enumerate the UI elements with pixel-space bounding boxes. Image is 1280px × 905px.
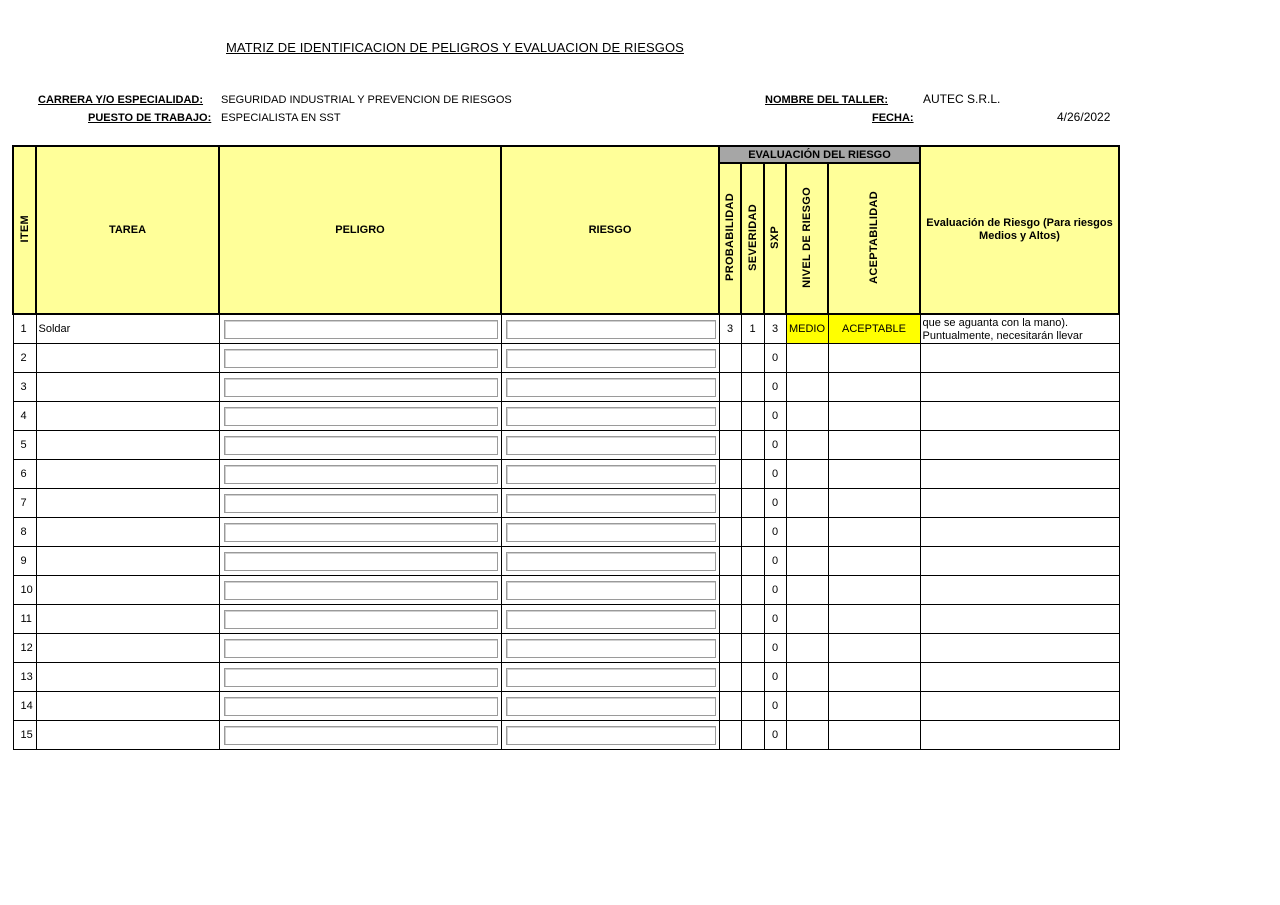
probabilidad-cell[interactable]: 3 <box>719 314 741 344</box>
riesgo-cell[interactable] <box>501 344 719 373</box>
evaluacion-cell[interactable] <box>920 460 1119 489</box>
riesgo-input-box[interactable] <box>506 436 716 455</box>
sxp-cell: 0 <box>764 489 786 518</box>
riesgo-input-box[interactable] <box>506 523 716 542</box>
item-cell: 2 <box>13 344 36 373</box>
riesgo-input-box[interactable] <box>506 552 716 571</box>
probabilidad-cell[interactable] <box>719 402 741 431</box>
peligro-input-box[interactable] <box>224 552 498 571</box>
peligro-input-box[interactable] <box>224 581 498 600</box>
sxp-cell: 0 <box>764 547 786 576</box>
evaluacion-cell[interactable] <box>920 373 1119 402</box>
aceptabilidad-cell <box>828 663 920 692</box>
sxp-cell: 0 <box>764 344 786 373</box>
peligro-cell[interactable] <box>219 518 501 547</box>
evaluacion-cell[interactable] <box>920 721 1119 750</box>
evaluacion-cell[interactable] <box>920 576 1119 605</box>
riesgo-cell[interactable] <box>501 373 719 402</box>
riesgo-cell[interactable] <box>501 692 719 721</box>
riesgo-input-box[interactable] <box>506 668 716 687</box>
item-cell: 3 <box>13 373 36 402</box>
probabilidad-cell[interactable] <box>719 663 741 692</box>
riesgo-cell[interactable] <box>501 518 719 547</box>
severidad-cell[interactable] <box>741 663 764 692</box>
nivel-riesgo-cell <box>786 605 828 634</box>
probabilidad-cell[interactable] <box>719 489 741 518</box>
probabilidad-cell[interactable] <box>719 605 741 634</box>
peligro-input-box[interactable] <box>224 407 498 426</box>
nivel-riesgo-cell <box>786 431 828 460</box>
riesgo-cell[interactable] <box>501 605 719 634</box>
aceptabilidad-cell <box>828 431 920 460</box>
table-row <box>13 460 1119 489</box>
aceptabilidad-cell <box>828 634 920 663</box>
item-cell: 9 <box>13 547 36 576</box>
probabilidad-cell[interactable] <box>719 431 741 460</box>
severidad-cell[interactable] <box>741 721 764 750</box>
riesgo-input-box[interactable] <box>506 320 716 339</box>
header-evaluacion-del-riesgo: EVALUACIÓN DEL RIESGO <box>719 146 920 163</box>
nivel-riesgo-cell <box>786 547 828 576</box>
table-row <box>13 431 1119 460</box>
severidad-cell[interactable] <box>741 373 764 402</box>
probabilidad-cell[interactable] <box>719 721 741 750</box>
taller-label: NOMBRE DEL TALLER: <box>765 94 889 106</box>
puesto-value: ESPECIALISTA EN SST <box>221 112 341 124</box>
aceptabilidad-cell <box>828 402 920 431</box>
table-row <box>13 605 1119 634</box>
table-row <box>13 402 1119 431</box>
tarea-cell[interactable] <box>36 344 219 373</box>
header-probabilidad: PROBABILIDAD <box>719 163 741 314</box>
table-row <box>13 634 1119 663</box>
item-cell: 8 <box>13 518 36 547</box>
peligro-input-box[interactable] <box>224 465 498 484</box>
severidad-cell[interactable] <box>741 344 764 373</box>
aceptabilidad-cell <box>828 489 920 518</box>
peligro-cell[interactable] <box>219 547 501 576</box>
nivel-riesgo-cell <box>786 721 828 750</box>
item-cell: 7 <box>13 489 36 518</box>
nivel-riesgo-cell <box>786 576 828 605</box>
peligro-input-box[interactable] <box>224 610 498 629</box>
riesgo-input-box[interactable] <box>506 610 716 629</box>
evaluacion-cell[interactable] <box>920 431 1119 460</box>
peligro-cell[interactable] <box>219 721 501 750</box>
item-cell: 12 <box>13 634 36 663</box>
header-peligro: PELIGRO <box>219 146 501 314</box>
evaluacion-cell[interactable] <box>920 402 1119 431</box>
header-evaluacion-de-riesgo: Evaluación de Riesgo (Para riesgos Medios y Altos) <box>920 146 1119 314</box>
probabilidad-cell[interactable] <box>719 344 741 373</box>
evaluacion-cell[interactable] <box>920 547 1119 576</box>
riesgo-input-box[interactable] <box>506 378 716 397</box>
peligro-input-box[interactable] <box>224 726 498 745</box>
sxp-cell: 0 <box>764 576 786 605</box>
riesgo-input-box[interactable] <box>506 407 716 426</box>
tarea-cell[interactable] <box>36 518 219 547</box>
peligro-cell[interactable] <box>219 402 501 431</box>
probabilidad-cell[interactable] <box>719 634 741 663</box>
nivel-riesgo-cell <box>786 344 828 373</box>
header-aceptabilidad: ACEPTABILIDAD <box>828 163 920 314</box>
aceptabilidad-cell <box>828 344 920 373</box>
peligro-cell[interactable] <box>219 576 501 605</box>
document-title: MATRIZ DE IDENTIFICACION DE PELIGROS Y EVALUACION DE RIESGOS <box>226 40 684 55</box>
item-cell: 1 <box>13 314 36 344</box>
probabilidad-cell[interactable] <box>719 576 741 605</box>
table-row <box>13 663 1119 692</box>
peligro-cell[interactable] <box>219 692 501 721</box>
severidad-cell[interactable] <box>741 605 764 634</box>
evaluacion-cell[interactable] <box>920 605 1119 634</box>
severidad-cell[interactable]: 1 <box>741 314 764 344</box>
riesgo-input-box[interactable] <box>506 726 716 745</box>
severidad-cell[interactable] <box>741 518 764 547</box>
riesgo-input-box[interactable] <box>506 581 716 600</box>
aceptabilidad-cell <box>828 692 920 721</box>
evaluacion-cell[interactable] <box>920 692 1119 721</box>
header-tarea: TAREA <box>36 146 219 314</box>
evaluacion-cell[interactable] <box>920 634 1119 663</box>
riesgo-cell[interactable] <box>501 663 719 692</box>
header-sxp: SXP <box>764 163 786 314</box>
aceptabilidad-cell <box>828 460 920 489</box>
item-cell: 10 <box>13 576 36 605</box>
peligro-input-box[interactable] <box>224 639 498 658</box>
sxp-cell: 0 <box>764 692 786 721</box>
sxp-cell: 0 <box>764 460 786 489</box>
risk-matrix-table <box>12 145 1120 750</box>
aceptabilidad-cell <box>828 547 920 576</box>
tarea-cell[interactable] <box>36 634 219 663</box>
peligro-input-box[interactable] <box>224 523 498 542</box>
severidad-cell[interactable] <box>741 692 764 721</box>
tarea-cell[interactable] <box>36 576 219 605</box>
sxp-cell: 0 <box>764 605 786 634</box>
header-nivel-de-riesgo: NIVEL DE RIESGO <box>786 163 828 314</box>
peligro-cell[interactable] <box>219 373 501 402</box>
header-riesgo: RIESGO <box>501 146 719 314</box>
carrera-value: SEGURIDAD INDUSTRIAL Y PREVENCION DE RIESGOS <box>221 94 512 106</box>
severidad-cell[interactable] <box>741 576 764 605</box>
nivel-riesgo-cell <box>786 634 828 663</box>
sxp-cell: 0 <box>764 373 786 402</box>
header-severidad: SEVERIDAD <box>741 163 764 314</box>
aceptabilidad-cell <box>828 518 920 547</box>
item-cell: 4 <box>13 402 36 431</box>
aceptabilidad-cell <box>828 605 920 634</box>
severidad-cell[interactable] <box>741 489 764 518</box>
riesgo-cell[interactable] <box>501 547 719 576</box>
probabilidad-cell[interactable] <box>719 460 741 489</box>
aceptabilidad-cell <box>828 373 920 402</box>
nivel-riesgo-cell <box>786 373 828 402</box>
probabilidad-cell[interactable] <box>719 692 741 721</box>
fecha-value: 4/26/2022 <box>1057 110 1111 124</box>
table-row <box>13 489 1119 518</box>
riesgo-cell[interactable] <box>501 721 719 750</box>
evaluacion-cell[interactable] <box>920 314 1119 344</box>
evaluacion-cell[interactable] <box>920 663 1119 692</box>
table-row <box>13 547 1119 576</box>
sxp-cell: 0 <box>764 663 786 692</box>
item-cell: 14 <box>13 692 36 721</box>
nivel-riesgo-cell <box>786 489 828 518</box>
tarea-cell[interactable]: Soldar <box>36 314 219 344</box>
riesgo-input-box[interactable] <box>506 349 716 368</box>
tarea-cell[interactable] <box>36 663 219 692</box>
table-row <box>13 314 1119 344</box>
aceptabilidad-cell <box>828 721 920 750</box>
tarea-cell[interactable] <box>36 489 219 518</box>
item-cell: 13 <box>13 663 36 692</box>
sxp-cell: 0 <box>764 402 786 431</box>
header-item: ITEM <box>13 146 36 314</box>
puesto-label: PUESTO DE TRABAJO: <box>88 112 212 124</box>
probabilidad-cell[interactable] <box>719 518 741 547</box>
peligro-cell[interactable] <box>219 489 501 518</box>
riesgo-input-box[interactable] <box>506 639 716 658</box>
peligro-cell[interactable] <box>219 431 501 460</box>
table-row <box>13 576 1119 605</box>
tarea-cell[interactable] <box>36 692 219 721</box>
tarea-cell[interactable] <box>36 431 219 460</box>
probabilidad-cell[interactable] <box>719 547 741 576</box>
tarea-cell[interactable] <box>36 402 219 431</box>
peligro-input-box[interactable] <box>224 494 498 513</box>
severidad-cell[interactable] <box>741 402 764 431</box>
nivel-riesgo-cell <box>786 460 828 489</box>
table-row <box>13 373 1119 402</box>
severidad-cell[interactable] <box>741 460 764 489</box>
tarea-cell[interactable] <box>36 605 219 634</box>
tarea-cell[interactable] <box>36 373 219 402</box>
evaluacion-cell[interactable] <box>920 518 1119 547</box>
carrera-label: CARRERA Y/O ESPECIALIDAD: <box>38 94 204 106</box>
nivel-riesgo-cell <box>786 692 828 721</box>
aceptabilidad-cell <box>828 576 920 605</box>
peligro-input-box[interactable] <box>224 349 498 368</box>
item-cell: 15 <box>13 721 36 750</box>
item-cell: 6 <box>13 460 36 489</box>
sxp-cell: 0 <box>764 634 786 663</box>
riesgo-cell[interactable] <box>501 431 719 460</box>
riesgo-cell[interactable] <box>501 489 719 518</box>
item-cell: 11 <box>13 605 36 634</box>
item-cell: 5 <box>13 431 36 460</box>
riesgo-input-box[interactable] <box>506 494 716 513</box>
riesgo-cell[interactable] <box>501 634 719 663</box>
probabilidad-cell[interactable] <box>719 373 741 402</box>
peligro-input-box[interactable] <box>224 668 498 687</box>
sxp-cell: 3 <box>764 314 786 344</box>
tarea-cell[interactable] <box>36 721 219 750</box>
riesgo-input-box[interactable] <box>506 697 716 716</box>
peligro-input-box[interactable] <box>224 436 498 455</box>
table-row <box>13 344 1119 373</box>
peligro-cell[interactable] <box>219 344 501 373</box>
nivel-riesgo-cell: MEDIO <box>786 314 828 344</box>
aceptabilidad-cell: ACEPTABLE <box>828 314 920 344</box>
severidad-cell[interactable] <box>741 547 764 576</box>
taller-value: AUTEC S.R.L. <box>923 92 1001 106</box>
nivel-riesgo-cell <box>786 663 828 692</box>
sxp-cell: 0 <box>764 518 786 547</box>
peligro-input-box[interactable] <box>224 320 498 339</box>
sxp-cell: 0 <box>764 721 786 750</box>
nivel-riesgo-cell <box>786 402 828 431</box>
riesgo-cell[interactable] <box>501 402 719 431</box>
peligro-cell[interactable] <box>219 605 501 634</box>
riesgo-cell[interactable] <box>501 576 719 605</box>
table-row <box>13 518 1119 547</box>
severidad-cell[interactable] <box>741 431 764 460</box>
peligro-cell[interactable] <box>219 663 501 692</box>
nivel-riesgo-cell <box>786 518 828 547</box>
peligro-cell[interactable] <box>219 314 501 344</box>
peligro-cell[interactable] <box>219 634 501 663</box>
fecha-label: FECHA: <box>872 112 914 124</box>
peligro-input-box[interactable] <box>224 378 498 397</box>
evaluacion-text-line: que se aguanta con la mano). <box>922 317 1069 329</box>
peligro-cell[interactable] <box>219 460 501 489</box>
peligro-input-box[interactable] <box>224 697 498 716</box>
table-row <box>13 721 1119 750</box>
severidad-cell[interactable] <box>741 634 764 663</box>
tarea-cell[interactable] <box>36 547 219 576</box>
riesgo-cell[interactable] <box>501 460 719 489</box>
tarea-cell[interactable] <box>36 460 219 489</box>
evaluacion-cell[interactable] <box>920 489 1119 518</box>
riesgo-input-box[interactable] <box>506 465 716 484</box>
sxp-cell: 0 <box>764 431 786 460</box>
evaluacion-text-line: Puntualmente, necesitarán llevar <box>922 330 1083 342</box>
riesgo-cell[interactable] <box>501 314 719 344</box>
table-row <box>13 692 1119 721</box>
evaluacion-cell[interactable] <box>920 344 1119 373</box>
